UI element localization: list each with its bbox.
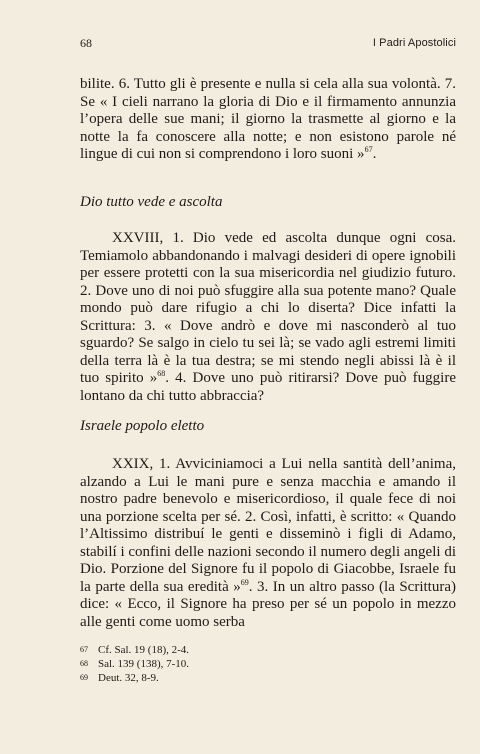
paragraph-2 [80, 230, 456, 405]
footnote-ref-68: 68 [157, 369, 166, 378]
text-block-3 [80, 456, 456, 631]
footnote-number: 68 [80, 659, 88, 668]
footnote-ref-67: 67 [364, 145, 373, 154]
footnote-69 [80, 671, 456, 685]
footnotes [80, 643, 456, 685]
paragraph-1 [80, 76, 456, 164]
footnote-68 [80, 657, 456, 671]
footnote-number: 67 [80, 645, 88, 654]
paragraph-2-text-a: XXVIII, 1. Dio vede ed ascolta dunque ogni cosa. Temiamolo abbandonando i malvagi desideri di opere ignobili per essere protetti con la sua misericordia nel giudizio futuro. 2. Dove uno di noi può sfuggire alla sua potente mano? Quale mondo può dare rifugio a chi lo diserta? Dice infatti la Scrittura: 3. « Dove andrò e dove mi nasconderò al tuo sguardo? Se salgo in cielo tu sei là; se vado agli estremi limiti della terra là è la tua destra; se mi stendo negli abissi là è il tuo spirito » [80, 230, 456, 386]
paragraph-1-text: bilite. 6. Tutto gli è presente e nulla si cela alla sua volontà. 7. Se « I cieli narrano la gloria di Dio e il firmamento annunzia l’opera delle sue mani; il giorno la trasmette al giorno e la notte la fa conoscere alla notte; e non esistono parole né lingue di cui non si comprendono i loro suoni » [80, 76, 456, 162]
running-title: I Padri Apostolici [372, 37, 456, 49]
footnote-number: 69 [80, 673, 88, 682]
footnote-ref-69: 69 [240, 577, 249, 587]
footnote-67 [80, 643, 456, 657]
text-block-2 [80, 230, 456, 405]
paragraph-1-tail: . [372, 146, 377, 162]
paragraph-3-text-a: XXIX, 1. Avviciniamoci a Lui nella santità dell’anima, alzando a Lui le mani pure e senza macchia e amando il nostro padre benevolo e misericordioso, il quale fece di noi una porzione scelta per sé. 2. Così, infatti, è scritto: « Quando l’Altissimo distribuí le genti e disseminò i figli di Adamo, stabilí i confini delle nazioni secondo il numero degli angeli di Dio. Porzione del Signore fu il popolo di Giacobbe, Israele fu la parte della sua eredità » [80, 456, 456, 595]
section-heading-1: Dio tutto vede e ascolta [80, 194, 223, 210]
text-block-1 [80, 76, 456, 164]
section-heading-2: Israele popolo eletto [80, 418, 205, 434]
page-header [80, 36, 456, 52]
page-number: 68 [80, 36, 92, 50]
paragraph-3-text-b: . 3. In un altro passo (la Scrittura) dice: « Ecco, il Signore ha preso per sé un popolo in mezzo alle genti come uomo serba [80, 578, 456, 630]
footnote-text: Sal. 139 (138), 7-10. [98, 658, 190, 670]
paragraph-2-text-b: . 4. Dove uno può ritirarsi? Dove può fuggire lontano da chi tutto abbraccia? [80, 370, 456, 404]
footnote-text: Cf. Sal. 19 (18), 2-4. [98, 644, 190, 656]
paragraph-3 [80, 456, 456, 631]
footnote-text: Deut. 32, 8-9. [98, 672, 159, 684]
